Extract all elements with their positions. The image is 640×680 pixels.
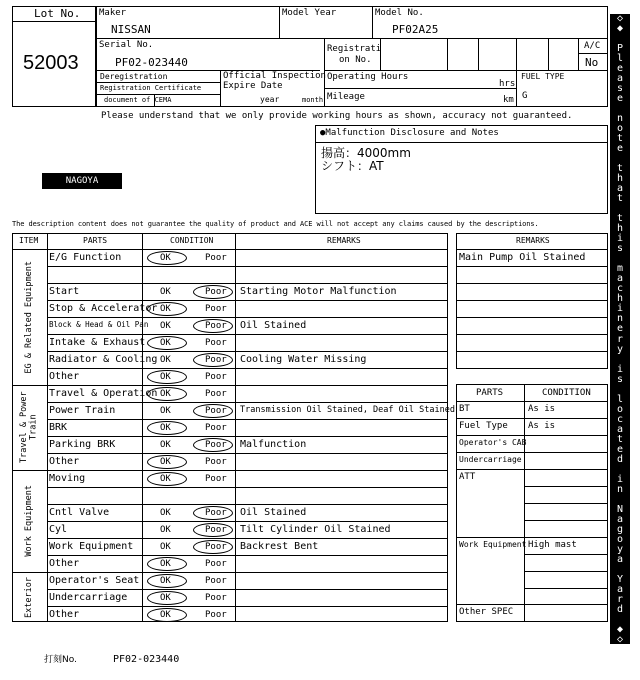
table-row (47, 453, 448, 470)
deregistration-label: Deregistration (100, 72, 168, 81)
parts-row-condition: As is (528, 421, 556, 431)
table-row (47, 334, 448, 351)
ok-option[interactable]: OK (160, 576, 171, 586)
selected-condition-oval (193, 285, 233, 299)
table-row (47, 470, 448, 487)
ok-option[interactable]: OK (160, 355, 171, 365)
poor-option[interactable]: Poor (205, 389, 227, 399)
condition-row-divider (524, 588, 608, 589)
ok-option[interactable]: OK (160, 287, 171, 297)
row-part: Intake & Exhaust (49, 337, 146, 348)
poor-option[interactable]: Poor (205, 457, 227, 467)
group-label-text: EG & Related Equipment (23, 260, 34, 374)
parts-row-divider (456, 537, 608, 538)
row-part: Undercarriage (49, 592, 128, 603)
ok-option[interactable]: OK (160, 423, 171, 433)
selected-condition-oval (193, 438, 233, 452)
registration-label-1: Registrati (327, 44, 382, 54)
remarks-row-divider (456, 334, 608, 335)
row-remark: Backrest Bent (240, 541, 319, 552)
row-part: Radiator & Cooling (49, 354, 158, 365)
row-part: E/G Function (49, 252, 122, 263)
ok-option[interactable]: OK (160, 610, 171, 620)
table-row (47, 436, 448, 453)
malfunction-line-2: シフト：AT (321, 159, 384, 173)
year-label: year (260, 95, 280, 104)
poor-option[interactable]: Poor (205, 542, 227, 552)
row-part: BRK (49, 422, 68, 433)
group-label (12, 572, 47, 623)
registration-label-2: on No. (339, 55, 372, 65)
ok-option[interactable]: OK (160, 559, 171, 569)
registration-cert-label: Registration Certificate (100, 84, 202, 92)
row-part: Block & Head & Oil Pan (49, 320, 149, 329)
parts-header: PARTS (476, 388, 504, 398)
row-part: Stop & Accelerator (49, 303, 158, 314)
poor-option[interactable]: Poor (205, 304, 227, 314)
condition-row-divider (524, 503, 608, 504)
header-parts: PARTS (83, 236, 108, 245)
selected-condition-oval (193, 319, 233, 333)
selected-condition-oval (147, 608, 187, 622)
remarks-row-divider (456, 317, 608, 318)
row-remark: Cooling Water Missing (240, 354, 367, 365)
group-label-text: Work Equipment (23, 485, 34, 557)
stamp-no-value: PF02-023440 (113, 654, 180, 665)
sidebar-letters: ◇ ◆ P l e a s e n o t e t h a t t h i s m a c h i n e r y i s l o c a t e d i n N a g o y a Y a r d ◆ ◇ (616, 13, 624, 645)
group-label (12, 385, 47, 470)
parts-row-divider (456, 435, 608, 436)
row-remark: Malfunction (240, 439, 307, 450)
group-label (12, 470, 47, 572)
inspection-label-1: Official Inspection (223, 71, 326, 81)
table-row (47, 504, 448, 521)
working-hours-notice: Please understand that we only provide working hours as shown, accuracy not guaranteed. (101, 111, 573, 121)
parts-row-label: Operator's CAB (459, 438, 527, 447)
fuel-type-label: FUEL TYPE (521, 72, 565, 81)
condition-row-divider (524, 571, 608, 572)
inspection-label-2: Expire Date (223, 81, 283, 91)
ok-option[interactable]: OK (160, 253, 171, 263)
condition-row-divider (524, 554, 608, 555)
ok-option[interactable]: OK (160, 525, 171, 535)
header-remarks: REMARKS (327, 236, 361, 245)
location-sidebar (610, 14, 630, 644)
right-remarks-first: Main Pump Oil Stained (459, 252, 586, 263)
table-row (47, 572, 448, 589)
header-item: ITEM (19, 236, 39, 245)
row-part: Other (49, 558, 80, 569)
poor-option[interactable]: Poor (205, 253, 227, 263)
selected-condition-oval (147, 251, 187, 265)
lot-no: 52003 (23, 52, 79, 74)
table-row (47, 283, 448, 300)
selected-condition-oval (147, 336, 187, 350)
table-row (47, 402, 455, 419)
parts-row-label: Fuel Type (459, 421, 508, 431)
row-part: Travel & Operation (49, 388, 158, 399)
ok-option[interactable]: OK (160, 542, 171, 552)
poor-option[interactable]: Poor (205, 355, 227, 365)
cema-label: document of CEMA (104, 96, 172, 104)
header-condition: CONDITION (170, 236, 214, 245)
poor-option[interactable]: Poor (205, 338, 227, 348)
table-row (47, 538, 448, 555)
parts-row-divider (456, 604, 608, 605)
selected-condition-oval (147, 302, 187, 316)
ac-value: No (585, 56, 599, 69)
ok-option[interactable]: OK (160, 593, 171, 603)
selected-condition-oval (147, 387, 187, 401)
ok-option[interactable]: OK (160, 508, 171, 518)
selected-condition-oval (147, 574, 187, 588)
parts-row-divider (456, 452, 608, 453)
parts-row-condition: As is (528, 404, 556, 414)
lot-no-label: Lot No. (34, 7, 81, 20)
operating-hours-label: Operating Hours (327, 72, 409, 82)
ok-option[interactable]: OK (160, 406, 171, 416)
model-year-label: Model Year (282, 8, 337, 18)
selected-condition-oval (147, 472, 187, 486)
ok-option[interactable]: OK (160, 338, 171, 348)
poor-option[interactable]: Poor (205, 321, 227, 331)
selected-condition-oval (147, 557, 187, 571)
parts-row-label: Other SPEC (459, 607, 514, 617)
row-remark: Transmission Oil Stained, Deaf Oil Stained (240, 405, 455, 415)
selected-condition-oval (193, 404, 233, 418)
poor-option[interactable]: Poor (205, 593, 227, 603)
selected-condition-oval (147, 455, 187, 469)
malfunction-line-1: 揚高：4000mm (321, 146, 411, 160)
selected-condition-oval (147, 591, 187, 605)
table-row (47, 606, 448, 623)
selected-condition-oval (193, 353, 233, 367)
location-badge-label: NAGOYA (65, 176, 99, 186)
location-badge (42, 173, 122, 189)
parts-row-label: Work Equipment (459, 540, 527, 549)
poor-option[interactable]: Poor (205, 474, 227, 484)
table-row (47, 300, 448, 317)
row-part: Operator's Seat (49, 575, 140, 586)
parts-row-divider (456, 418, 608, 419)
table-row (47, 521, 448, 538)
row-part: Start (49, 286, 80, 297)
remarks-row-divider (456, 300, 608, 301)
row-part: Power Train (49, 405, 116, 416)
poor-option[interactable]: Poor (205, 440, 227, 450)
disclaimer: The description content does not guarantee the quality of product and ACE will not accept any claims caused by the descriptions. (12, 220, 539, 228)
condition-row-divider (524, 486, 608, 487)
table-row (47, 249, 448, 266)
mileage-label: Mileage (327, 92, 365, 102)
row-remark: Starting Motor Malfunction (240, 286, 397, 297)
serial-no-label: Serial No. (99, 40, 154, 50)
row-part: Work Equipment (49, 541, 134, 552)
hrs-label: hrs (499, 79, 516, 89)
table-row (47, 266, 448, 283)
parts-row-label: ATT (459, 472, 476, 482)
row-part: Cntl Valve (49, 507, 110, 518)
poor-option[interactable]: Poor (205, 287, 227, 297)
ok-option[interactable]: OK (160, 321, 171, 331)
row-part: Cyl (49, 524, 68, 535)
table-row (47, 589, 448, 606)
table-row (47, 385, 448, 402)
selected-condition-oval (193, 506, 233, 520)
parts-row-label: Undercarriage (459, 455, 522, 464)
row-part: Other (49, 609, 80, 620)
table-row (47, 555, 448, 572)
row-part: Moving (49, 473, 86, 484)
serial-no-value: PF02-023440 (115, 56, 188, 69)
parts-row-label: BT (459, 404, 470, 414)
ok-option[interactable]: OK (160, 372, 171, 382)
maker-value: NISSAN (111, 23, 151, 36)
group-label (12, 249, 47, 385)
ok-option[interactable]: OK (160, 440, 171, 450)
poor-option[interactable]: Poor (205, 576, 227, 586)
ac-label: A/C (584, 41, 601, 51)
ok-option[interactable]: OK (160, 457, 171, 467)
parts-row-divider (456, 469, 608, 470)
fuel-type-value: G (522, 91, 528, 101)
selected-condition-oval (193, 523, 233, 537)
remarks-row-divider (456, 283, 608, 284)
poor-option[interactable]: Poor (205, 372, 227, 382)
table-row (47, 351, 448, 368)
row-remark: Oil Stained (240, 507, 307, 518)
row-remark: Oil Stained (240, 320, 307, 331)
row-part: Other (49, 456, 80, 467)
maker-label: Maker (99, 8, 127, 18)
km-label: km (503, 95, 514, 105)
condition-row-divider (524, 520, 608, 521)
condition-header: CONDITION (542, 388, 591, 398)
model-no-label: Model No. (375, 8, 424, 18)
poor-option[interactable]: Poor (205, 610, 227, 620)
poor-option[interactable]: Poor (205, 525, 227, 535)
ok-option[interactable]: OK (160, 474, 171, 484)
poor-option[interactable]: Poor (205, 508, 227, 518)
table-row (47, 317, 448, 334)
table-row (47, 487, 448, 504)
parts-row-condition: High mast (528, 540, 577, 550)
poor-option[interactable]: Poor (205, 559, 227, 569)
group-label-text: Exterior (23, 577, 34, 618)
selected-condition-oval (147, 370, 187, 384)
remarks-row-divider (456, 351, 608, 352)
row-remark: Tilt Cylinder Oil Stained (240, 524, 391, 535)
ok-option[interactable]: OK (160, 304, 171, 314)
remarks-row-divider (456, 266, 608, 267)
row-part: Parking BRK (49, 439, 116, 450)
row-part: Other (49, 371, 80, 382)
poor-option[interactable]: Poor (205, 423, 227, 433)
right-remarks-header: REMARKS (516, 236, 550, 245)
stamp-no-label: 打刻No. (44, 655, 77, 665)
selected-condition-oval (147, 421, 187, 435)
model-no-value: PF02A25 (392, 23, 439, 36)
month-label: month (302, 96, 324, 104)
ok-option[interactable]: OK (160, 389, 171, 399)
table-row (47, 419, 448, 436)
poor-option[interactable]: Poor (205, 406, 227, 416)
malfunction-title: ●Malfunction Disclosure and Notes (320, 128, 499, 138)
parts-row-divider (456, 401, 608, 402)
group-label-text: Travel & Power Train (19, 391, 39, 464)
selected-condition-oval (193, 540, 233, 554)
table-row (47, 368, 448, 385)
